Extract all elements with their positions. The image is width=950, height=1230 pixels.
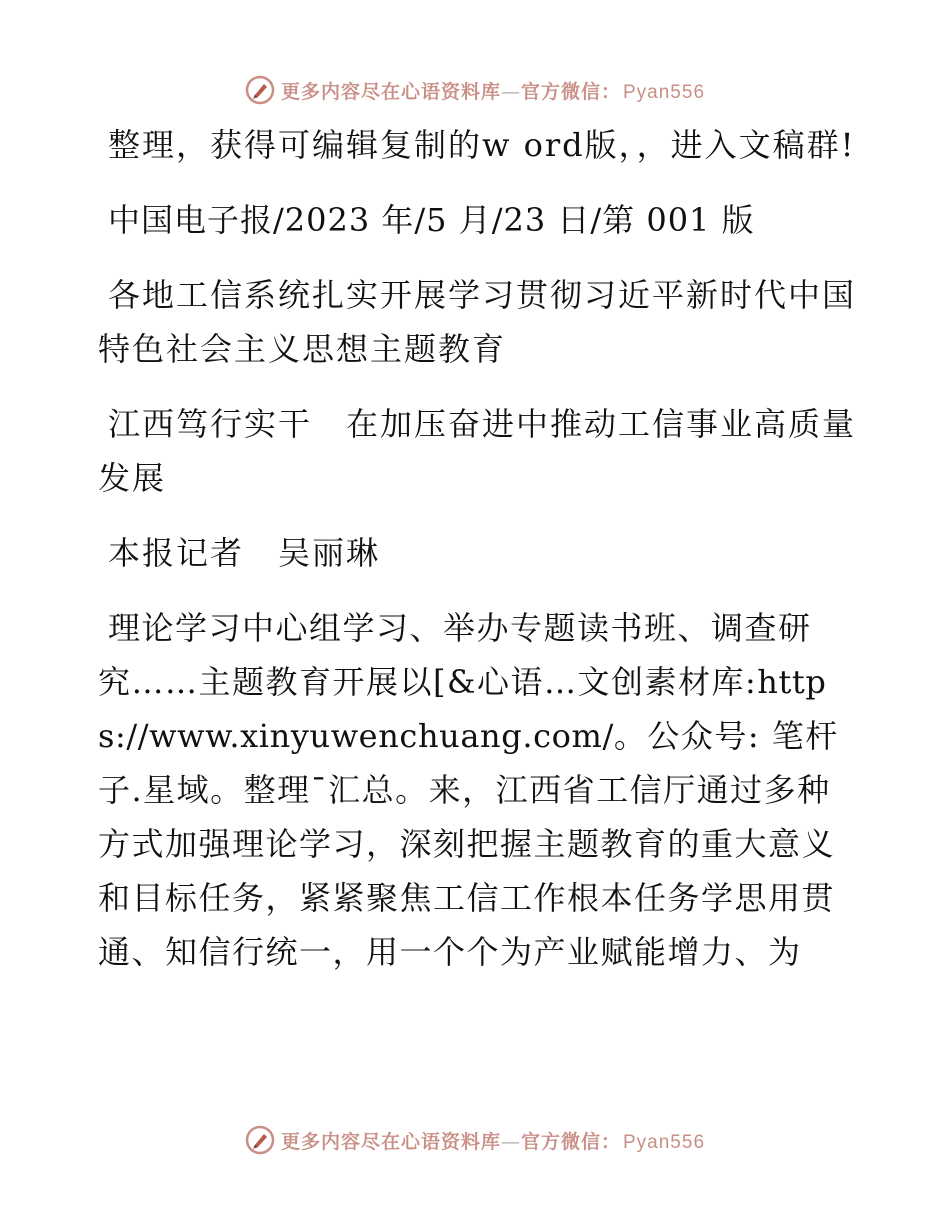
watermark-wechat-id: Pyan556	[623, 1131, 706, 1153]
document-body	[98, 118, 858, 979]
article-text-part-2: 。公众号: 笔杆子.星域。整理¯汇总。来，江西省工信厅通过多种方式加强理论学习，深刻把握主题教育的重大意义和目标任务，紧紧聚焦工信工作根本任务学思用贯通、知信行统一，用一个个为产业赋能增力、为	[98, 717, 839, 971]
ink-pen-logo-icon	[245, 75, 275, 105]
subheadline: 江西笃行实干 在加压奋进中推动工信事业高质量发展	[98, 405, 857, 497]
watermark-wechat-id: Pyan556	[623, 81, 706, 103]
watermark-banner-top	[0, 70, 950, 110]
byline: 本报记者 吴丽琳	[108, 534, 381, 572]
ink-pen-logo-icon	[245, 1125, 275, 1155]
watermark-banner-bottom	[0, 1120, 950, 1160]
watermark-separator: —	[500, 80, 521, 103]
watermark-brand: 更多内容尽在心语资料库	[280, 80, 501, 103]
dateline: 中国电子报/2023 年/5 月/23 日/第 001 版	[108, 201, 755, 239]
watermark-label: 官方微信：	[520, 80, 621, 103]
headline: 各地工信系统扎实开展学习贯彻习近平新时代中国特色社会主义思想主题教育	[98, 276, 857, 368]
watermark-text	[281, 1127, 705, 1154]
watermark-brand: 更多内容尽在心语资料库	[280, 1130, 501, 1153]
article-url: https://www.xinyuwenchuang.com/	[98, 663, 827, 755]
watermark-separator: —	[500, 1130, 521, 1153]
article-text-part-1: 理论学习中心组学习、举办专题读书班、调查研究……主题教育开展以[&心语…文创素材库:	[98, 609, 812, 701]
watermark-text	[281, 77, 705, 104]
article-paragraph	[98, 601, 858, 979]
watermark-label: 官方微信：	[520, 1130, 621, 1153]
intro-text: 整理，获得可编辑复制的w ord版，，进入文稿群!	[108, 126, 856, 164]
